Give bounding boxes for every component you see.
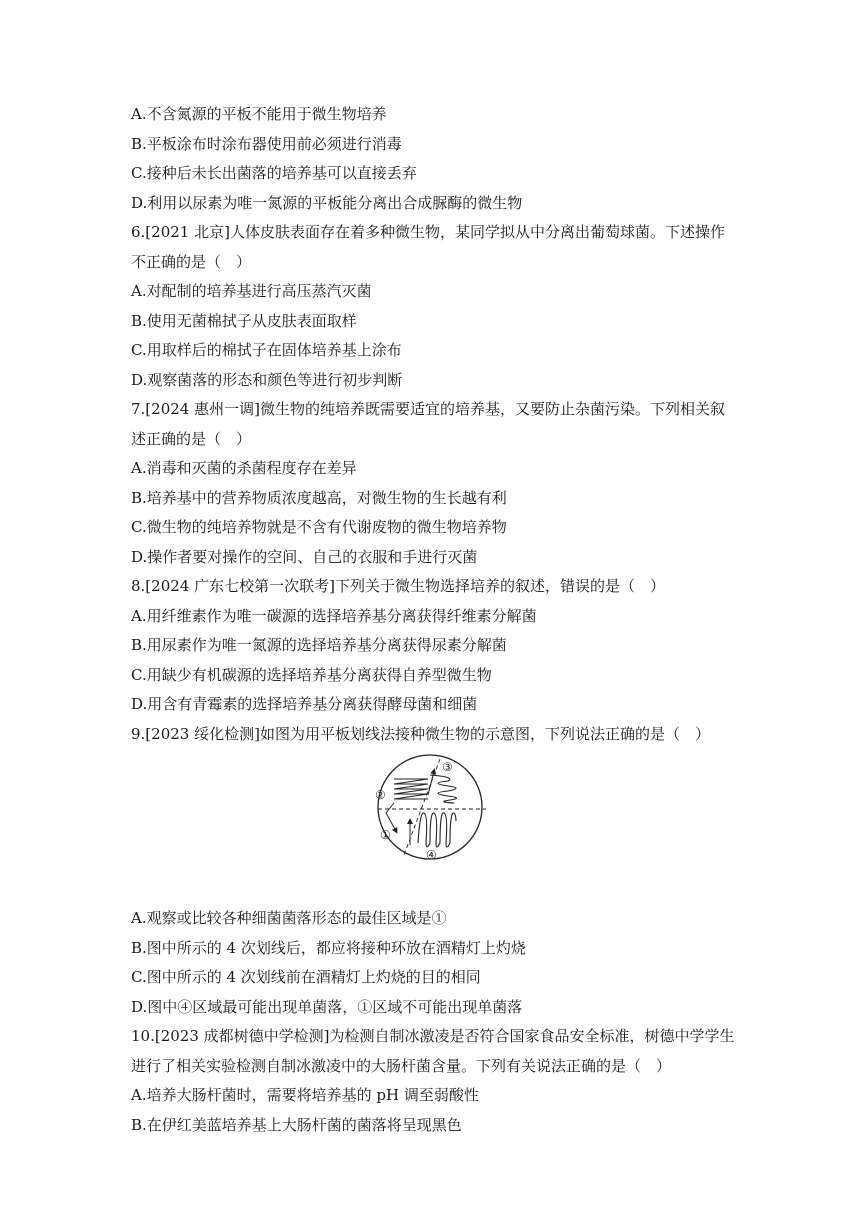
- streak-region-2: [394, 779, 428, 799]
- question-9-stem: 9.[2023 绥化检测]如图为用平板划线法接种微生物的示意图，下列说法正确的是（ ）: [131, 724, 710, 743]
- region-label-2: ②: [375, 788, 386, 802]
- option-line: C.用缺少有机碳源的选择培养基分离获得自养型微生物: [131, 665, 492, 684]
- option-line: D.利用以尿素为唯一氮源的平板能分离出合成脲酶的微生物: [131, 193, 523, 212]
- option-line: B.平板涂布时涂布器使用前必须进行消毒: [131, 134, 402, 153]
- text-block-after-figure: [131, 904, 735, 1140]
- option-line: A.观察或比较各种细菌菌落形态的最佳区域是①: [131, 909, 447, 927]
- option-line: B.培养基中的营养物质浓度越高，对微生物的生长越有利: [131, 488, 507, 507]
- region-label-3: ③: [442, 760, 453, 774]
- streak-plate-figure: [131, 749, 731, 904]
- option-line: A.消毒和灭菌的杀菌程度存在差异: [131, 459, 357, 477]
- option-line: A.对配制的培养基进行高压蒸汽灭菌: [131, 282, 372, 300]
- question-6-stem: 6.[2021 北京]人体皮肤表面存在着多种微生物，某同学拟从中分离出葡萄球菌。下述操作: [131, 223, 725, 241]
- option-line: D.图中④区域最可能出现单菌落，①区域不可能出现单菌落: [131, 997, 523, 1016]
- question-8-stem: 8.[2024 广东七校第一次联考]下列关于微生物选择培养的叙述，错误的是（ ）: [131, 577, 665, 595]
- option-line: B.在伊红美蓝培养基上大肠杆菌的菌落将呈现黑色: [131, 1115, 462, 1134]
- question-7-stem: 7.[2024 惠州一调]微生物的纯培养既需要适宜的培养基，又要防止杂菌污染。下列相关叙: [131, 400, 725, 418]
- region-label-4: ④: [426, 848, 437, 862]
- option-line: D.操作者要对操作的空间、自己的衣服和手进行灭菌: [131, 547, 478, 566]
- option-line: C.用取样后的棉拭子在固体培养基上涂布: [131, 341, 402, 359]
- option-line: D.观察菌落的形态和颜色等进行初步判断: [131, 370, 403, 389]
- option-line: A.培养大肠杆菌时，需要将培养基的 pH 调至弱酸性: [131, 1086, 479, 1104]
- question-10-stem: 10.[2023 成都树德中学检测]为检测自制冰激凌是否符合国家食品安全标准，树德中学学生: [131, 1027, 735, 1045]
- region-label-1: ①: [380, 828, 391, 842]
- text-block-before-figure: [131, 100, 731, 749]
- question-7-stem-cont: 述正确的是（ ）: [131, 429, 252, 448]
- option-line: B.图中所示的 4 次划线后，都应将接种环放在酒精灯上灼烧: [131, 938, 526, 957]
- streak-region-3: [430, 775, 457, 803]
- streak-plate-diagram: [364, 751, 496, 863]
- option-line: C.微生物的纯培养物就是不含有代谢废物的微生物培养物: [131, 518, 507, 536]
- streak-region-4: [418, 813, 456, 847]
- option-line: C.图中所示的 4 次划线前在酒精灯上灼烧的目的相同: [131, 968, 481, 986]
- option-line: D.用含有青霉素的选择培养基分离获得酵母菌和细菌: [131, 695, 478, 713]
- question-10-stem-cont: 进行了相关实验检测自制冰激凌中的大肠杆菌含量。下列有关说法正确的是（ ）: [131, 1056, 672, 1075]
- option-line: C.接种后未长出菌落的培养基可以直接丢弃: [131, 164, 417, 182]
- option-line: B.使用无菌棉拭子从皮肤表面取样: [131, 311, 357, 330]
- question-6-stem-cont: 不正确的是（ ）: [131, 252, 252, 271]
- option-line: A.用纤维素作为唯一碳源的选择培养基分离获得纤维素分解菌: [131, 606, 537, 625]
- dashed-divider-diagonal: [404, 759, 440, 855]
- document-page: [131, 100, 735, 1140]
- option-line: B.用尿素作为唯一氮源的选择培养基分离获得尿素分解菌: [131, 636, 507, 654]
- option-line: A.不含氮源的平板不能用于微生物培养: [131, 105, 387, 123]
